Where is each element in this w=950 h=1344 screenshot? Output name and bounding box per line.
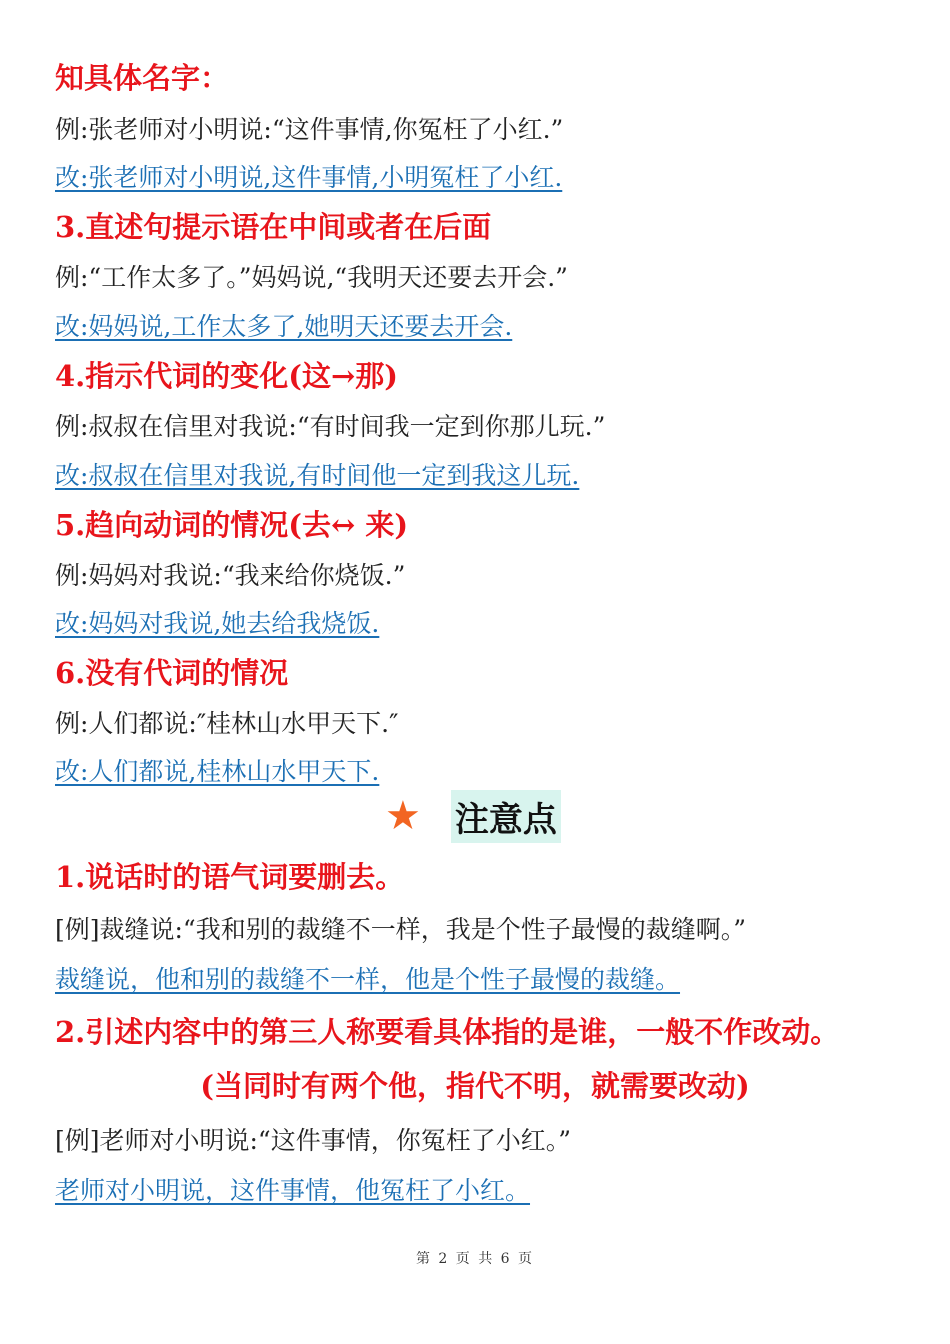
answer-sentence: 改:妈妈对我说,她去给我烧饭. [55, 609, 380, 638]
example-sentence: 例:叔叔在信里对我说:“有时间我一定到你那儿玩.” [55, 412, 606, 441]
note-title: 注意点 [451, 790, 561, 843]
note-header [385, 790, 561, 842]
answer-sentence: 裁缝说，他和别的裁缝不一样，他是个性子最慢的裁缝。 [55, 965, 681, 994]
answer-sentence: 改:叔叔在信里对我说,有时间他一定到我这儿玩. [55, 461, 580, 490]
note-heading: 2.引述内容中的第三人称要看具体指的是谁，一般不作改动。 [55, 1015, 840, 1049]
answer-sentence: 改:张老师对小明说,这件事情,小明冤枉了小红. [55, 163, 563, 192]
section-heading: 知具体名字： [55, 61, 230, 95]
section-heading: 4.指示代词的变化(这→那) [55, 359, 399, 393]
star-icon: ★ [385, 793, 421, 839]
example-sentence: 例:张老师对小明说:“这件事情,你冤枉了小红.” [55, 115, 564, 144]
example-sentence: 例:“工作太多了。”妈妈说,“我明天还要去开会.” [55, 263, 568, 292]
answer-sentence: 改:妈妈说,工作太多了,她明天还要去开会. [55, 312, 513, 341]
section-heading: 6.没有代词的情况 [55, 656, 289, 690]
answer-sentence: 老师对小明说，这件事情，他冤枉了小红。 [55, 1176, 531, 1205]
example-sentence: [例]裁缝说:“我和别的裁缝不一样，我是个性子最慢的裁缝啊。” [55, 915, 746, 944]
section-heading: 3.直述句提示语在中间或者在后面 [55, 210, 492, 244]
example-sentence: 例:人们都说:″桂林山水甲天下.″ [55, 709, 399, 738]
note-subheading: (当同时有两个他，指代不明，就需要改动) [200, 1069, 750, 1103]
answer-sentence: 改:人们都说,桂林山水甲天下. [55, 757, 380, 786]
section-heading: 5.趋向动词的情况(去↔ 来) [55, 508, 409, 542]
example-sentence: 例:妈妈对我说:“我来给你烧饭.” [55, 561, 406, 590]
example-sentence: [例]老师对小明说:“这件事情，你冤枉了小红。” [55, 1126, 571, 1155]
note-heading: 1.说话时的语气词要删去。 [55, 860, 405, 894]
page-footer: 第 2 页 共 6 页 [415, 1251, 535, 1267]
